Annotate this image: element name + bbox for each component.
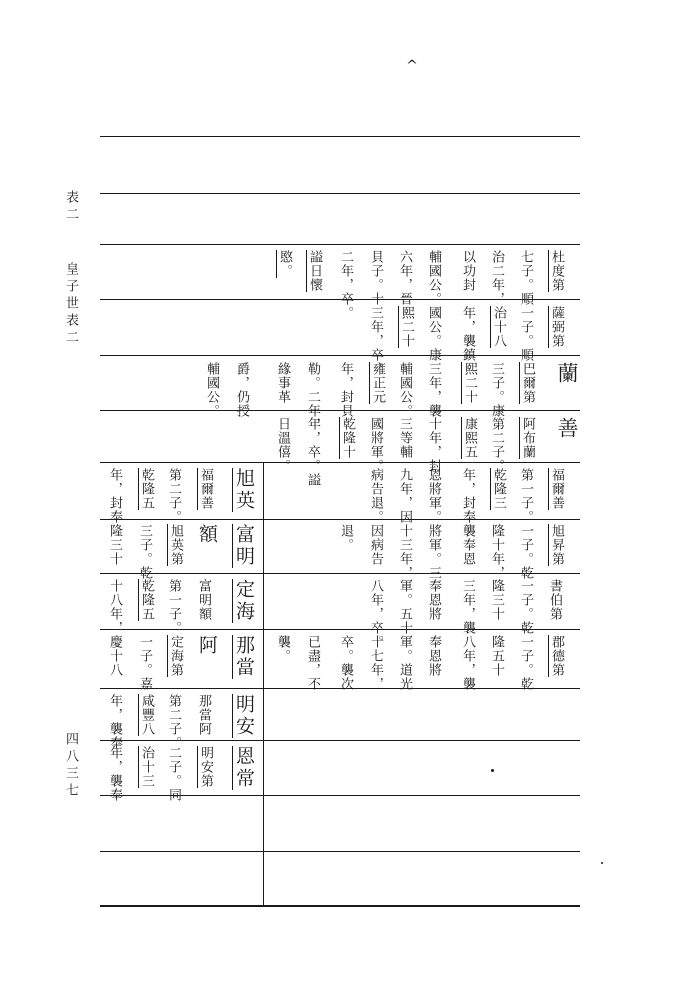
- row4-col: 乾隆十: [340, 417, 355, 459]
- row5-right-col: 第一子。: [518, 468, 533, 524]
- ruling-line: [100, 462, 580, 463]
- ink-speck: [601, 862, 603, 864]
- row7-right-col: 一子。乾: [518, 579, 533, 635]
- row4-col: 康熙五: [462, 417, 477, 459]
- row1-col: 輔國公。: [426, 250, 441, 306]
- row4-name: 善: [555, 417, 579, 441]
- row8-name: 那當: [233, 635, 255, 679]
- row7-right-col: 隆三十: [489, 579, 504, 621]
- ruling-line: [100, 573, 580, 574]
- row10-name: 恩常: [233, 746, 255, 790]
- side-header-table: 表二: [63, 190, 78, 224]
- row6-left-col: 旭英第: [168, 524, 183, 566]
- row8-right-col: 襲。: [275, 635, 290, 663]
- row7-left-col: 十八年，: [107, 579, 122, 635]
- row8-right-col: 卒。襲次: [338, 635, 353, 691]
- column-divider: [263, 462, 264, 905]
- ruling-line: [100, 193, 580, 194]
- row8-right-col: 軍。道光: [397, 635, 412, 691]
- row4-col: 年，卒。謚: [305, 417, 320, 487]
- row6-right-col: 退。: [338, 524, 353, 552]
- row5-name: 旭英: [233, 468, 255, 512]
- row6-left-col: 隆三十: [107, 524, 122, 566]
- row7-right-col: 三年，襲: [460, 579, 475, 635]
- row6-left-col: 額: [196, 524, 218, 546]
- row2-col: 熙二十: [399, 306, 414, 348]
- row3-col: 雍正元: [370, 362, 385, 404]
- row7-right-col: 軍。五十: [397, 579, 412, 635]
- row10-left-col: 二子。同: [166, 746, 181, 802]
- row1-col: 杜度第: [549, 250, 564, 292]
- row6-right-col: 將軍。三: [426, 524, 441, 580]
- row6-right-col: 襲奉恩: [460, 524, 475, 566]
- row1-col: 治二年，: [489, 250, 504, 306]
- row1-col: 二年，卒。: [338, 250, 353, 320]
- row7-left-col: 第一子。: [166, 579, 181, 635]
- row6-right-col: 隆十年，: [489, 524, 504, 580]
- row5-left-col: 第二子。: [166, 468, 181, 524]
- row7-left-col: 富明額: [196, 579, 211, 621]
- row4-col: 第二子。: [489, 417, 504, 473]
- row7-right-col: 奉恩將: [426, 579, 441, 621]
- row3-col: 緣事革: [275, 362, 290, 404]
- row8-right-col: 郡德第: [549, 635, 564, 677]
- ruling-line: [100, 355, 580, 356]
- row8-right-col: 奉恩將: [426, 635, 441, 677]
- row3-col: 輔國公。: [204, 362, 219, 418]
- row7-name: 定海: [233, 579, 255, 623]
- row8-right-col: 八年，襲: [460, 635, 475, 691]
- row5-right-col: 福爾善: [549, 468, 564, 510]
- row3-col: 輔國公。: [397, 362, 412, 418]
- row3-col: 三年，襲: [426, 362, 441, 418]
- row6-name: 富明: [233, 524, 255, 568]
- row6-right-col: 因病告: [368, 524, 383, 566]
- row10-left-col: 治十三: [139, 746, 154, 788]
- row2-col: 國公。康: [426, 306, 441, 362]
- row2-col: 三年，卒。: [368, 306, 383, 376]
- row9-left-col: 那當阿: [196, 694, 211, 736]
- row6-right-col: 十三年，: [397, 524, 412, 580]
- ink-speck: [491, 769, 494, 772]
- row5-right-col: 恩將軍。: [426, 468, 441, 524]
- row5-right-col: 年，封奉: [460, 468, 475, 524]
- row9-left-col: 第二子。: [166, 694, 181, 750]
- row2-col: 薩弼第: [549, 306, 564, 348]
- row4-col: 日溫僖。: [275, 417, 290, 473]
- row8-right-col: 十七年，: [368, 635, 383, 691]
- row9-left-col: 咸豐八: [139, 694, 154, 736]
- row4-col: 三等輔: [397, 417, 412, 459]
- row5-left-col: 年，封奉: [107, 468, 122, 524]
- row1-col: 六年，晉: [397, 250, 412, 306]
- row1-col: 謚日懷: [307, 250, 322, 292]
- row4-col: 十年，封: [426, 417, 441, 473]
- bottom-rule: [100, 905, 580, 907]
- row8-right-col: 已盡，不: [305, 635, 320, 691]
- ruling-line: [100, 244, 580, 245]
- row2-col: 一子。順: [518, 306, 533, 362]
- ruling-line: [100, 851, 580, 852]
- row3-col: 三子。康: [489, 362, 504, 418]
- row1-col: 貝子。十: [368, 250, 383, 306]
- row5-right-col: 病告退。: [368, 468, 383, 524]
- row5-right-col: 乾隆三: [491, 468, 506, 510]
- row7-right-col: 八年，卒。: [368, 579, 383, 649]
- row3-col: 爵，仍授: [234, 362, 249, 418]
- ruling-line: [100, 136, 580, 137]
- row8-right-col: 隆五十: [489, 635, 504, 677]
- row7-right-col: 書伯第: [547, 579, 562, 621]
- row7-left-col: 乾隆五: [139, 579, 154, 621]
- row8-left-col: 阿: [196, 635, 218, 657]
- row3-col: 年，封貝: [338, 362, 353, 418]
- row2-col: 治十八: [491, 306, 506, 348]
- row10-left-col: 年，襲奉: [107, 746, 122, 802]
- row5-right-col: 九年，因: [397, 468, 412, 524]
- row6-right-col: 一子。乾: [518, 524, 533, 580]
- row9-left-col: 年，襲奉: [107, 694, 122, 750]
- row8-left-col: 定海第: [168, 635, 183, 677]
- row6-left-col: 三子。乾: [137, 524, 152, 580]
- row1-col: 以功封: [460, 250, 475, 292]
- page-number: 四八三七: [63, 732, 78, 800]
- row4-col: 阿布蘭: [520, 417, 535, 459]
- row5-left-col: 福爾善: [198, 468, 213, 510]
- row8-left-col: 一子。嘉: [137, 635, 152, 691]
- row10-left-col: 明安第: [198, 746, 213, 788]
- row8-left-col: 慶十八: [107, 635, 122, 677]
- row8-right-col: 一子。乾: [518, 635, 533, 691]
- row2-col: 年，襲鎮: [460, 306, 475, 362]
- row1-col: 七子。順: [518, 250, 533, 306]
- row3-col: 勒。二年，: [305, 362, 320, 432]
- row4-col: 國將軍。: [368, 417, 383, 473]
- row1-col: 愍。: [277, 250, 292, 278]
- row3-col: 熙二十: [462, 362, 477, 404]
- row5-left-col: 乾隆五: [139, 468, 154, 510]
- row3-col: 巴爾第: [520, 362, 535, 404]
- row6-right-col: 旭昇第: [549, 524, 564, 566]
- row3-name: 蘭: [555, 362, 579, 386]
- top-mark: ^: [404, 58, 420, 74]
- row9-name: 明安: [233, 694, 255, 738]
- side-header-title: 皇子世表二: [63, 262, 78, 347]
